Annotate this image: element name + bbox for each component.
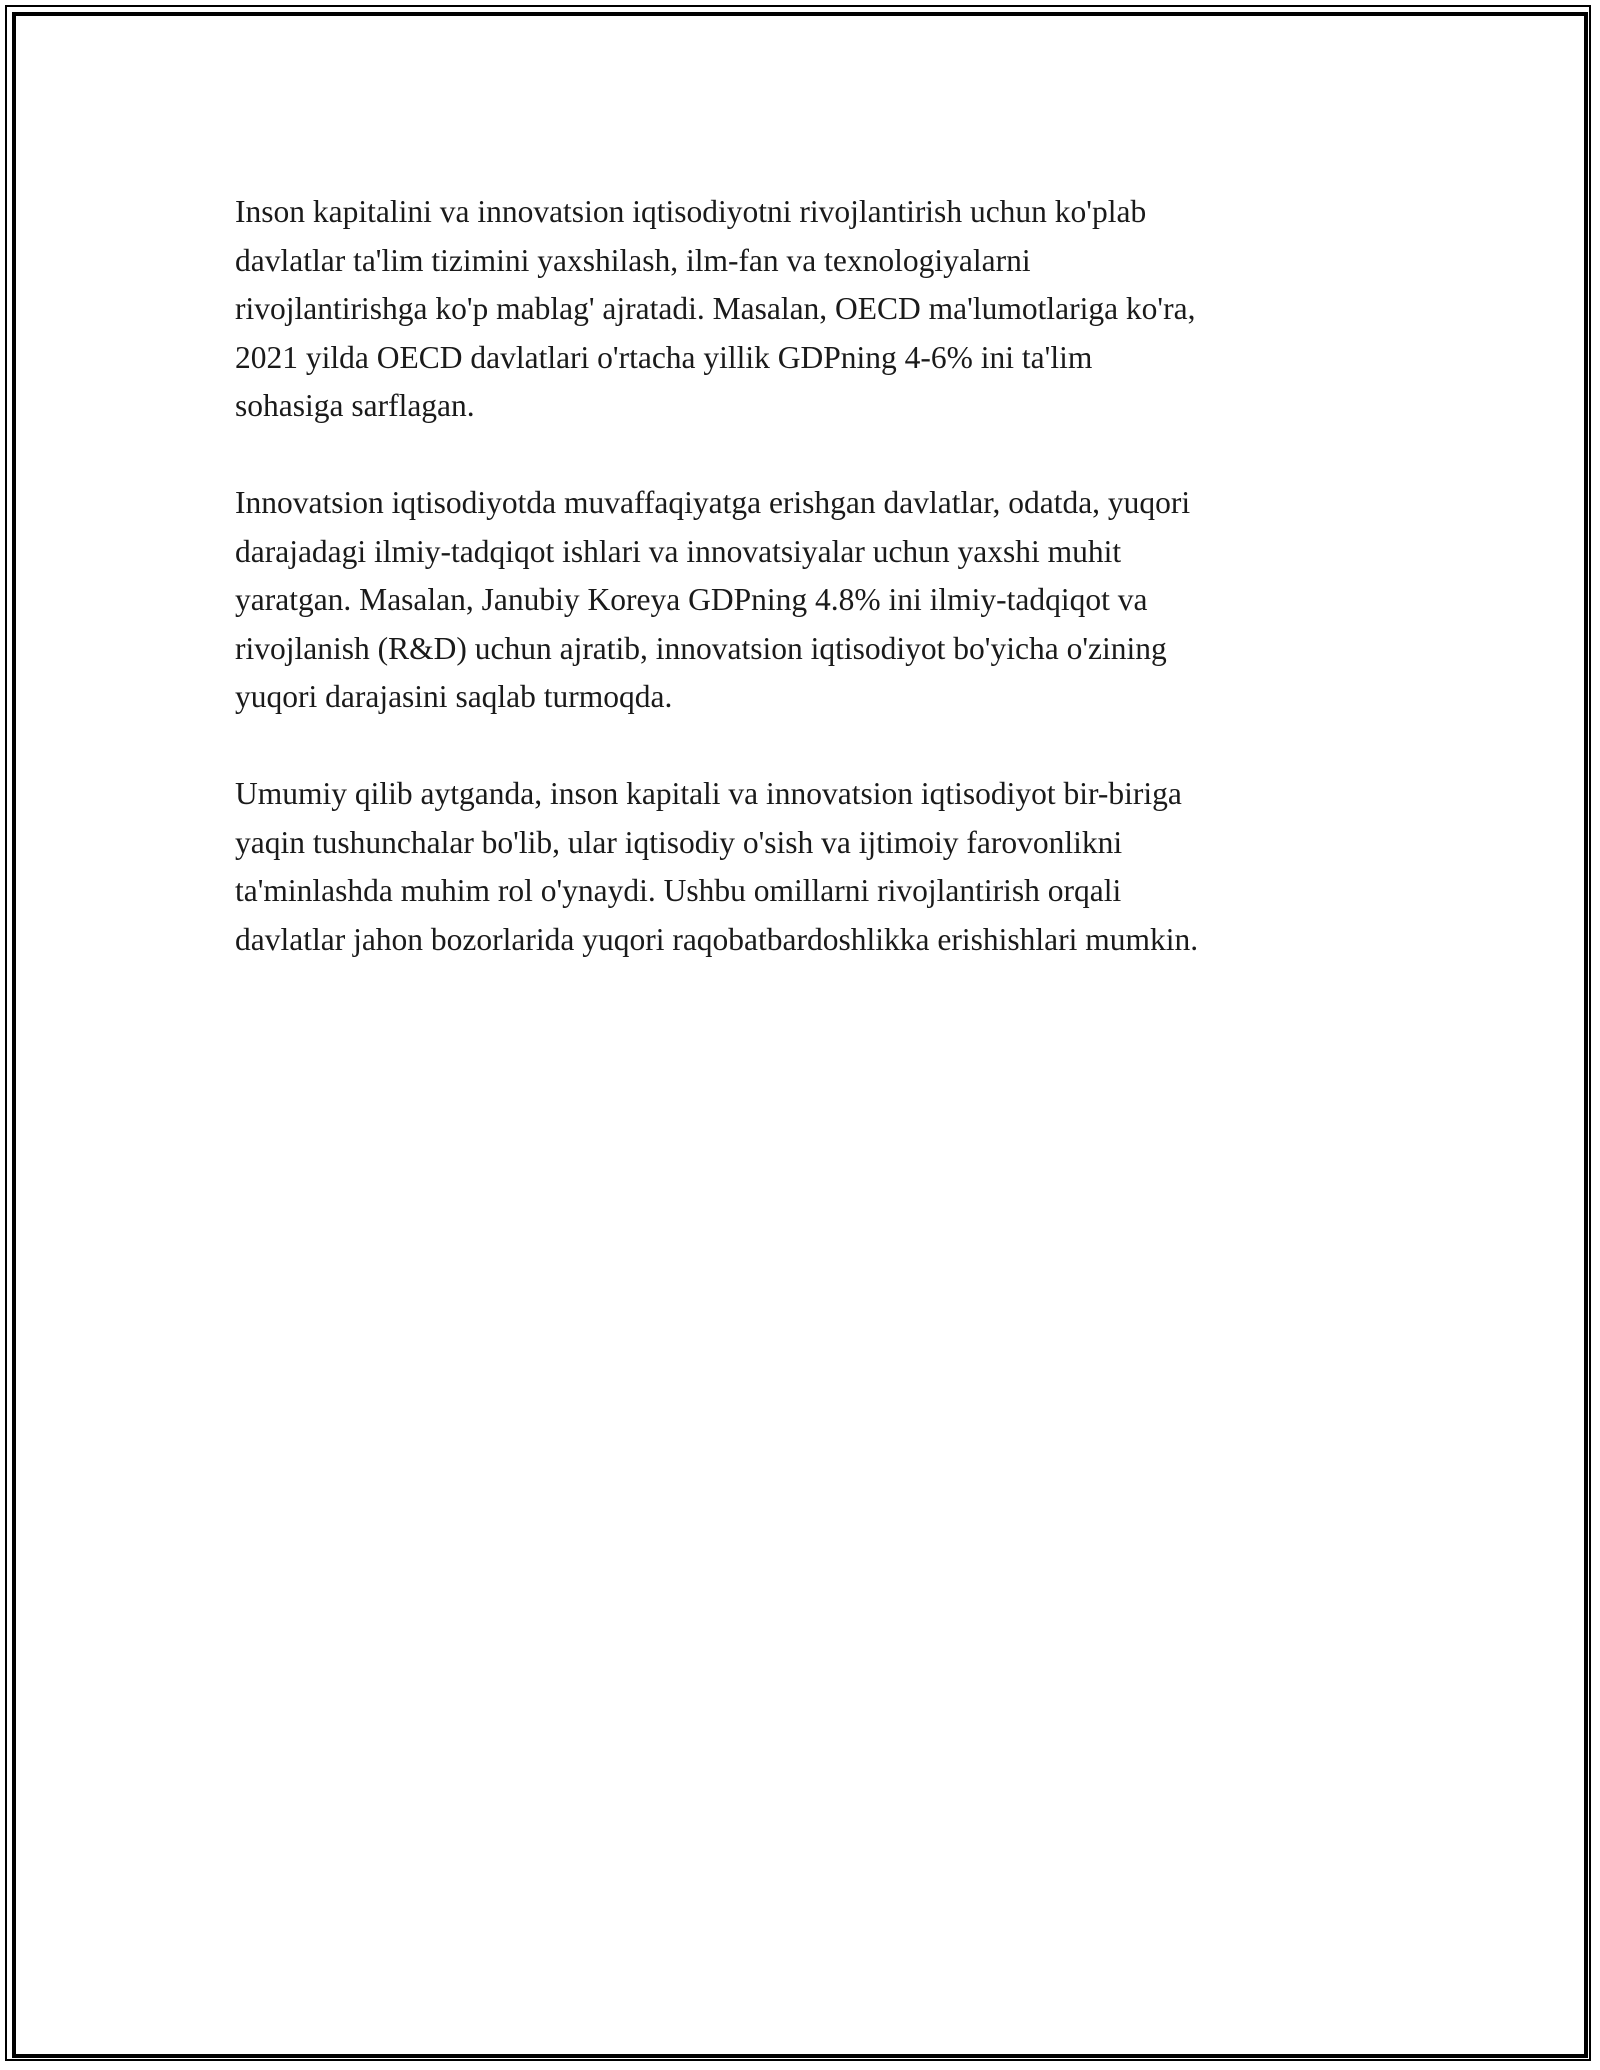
paragraph-2 bbox=[235, 479, 1365, 722]
paragraph-line: yaratgan. Masalan, Janubiy Koreya GDPning 4.8% ini ilmiy-tadqiqot va bbox=[235, 582, 1148, 617]
paragraph-line: darajadagi ilmiy-tadqiqot ishlari va innovatsiyalar uchun yaxshi muhit bbox=[235, 533, 1122, 569]
paragraph-line: Innovatsion iqtisodiyotda muvaffaqiyatga erishgan davlatlar, odatda, yuqori bbox=[235, 485, 1191, 520]
paragraph-line: yuqori darajasini saqlab turmoqda. bbox=[235, 679, 673, 714]
paragraph-line: rivojlanish (R&D) uchun ajratib, innovatsion iqtisodiyot bo'yicha o'zining bbox=[235, 630, 1167, 666]
paragraph-line: 2021 yilda OECD davlatlari o'rtacha yillik GDPning 4-6% ini ta'lim bbox=[235, 339, 1093, 375]
paragraph-line: yaqin tushunchalar bo'lib, ular iqtisodiy o'sish va ijtimoiy farovonlikni bbox=[235, 824, 1123, 860]
paragraph-3 bbox=[235, 770, 1365, 964]
paragraph-line: ta'minlashda muhim rol o'ynaydi. Ushbu omillarni rivojlantirish orqali bbox=[235, 873, 1122, 908]
document-body bbox=[235, 188, 1365, 1013]
paragraph-line: sohasiga sarflagan. bbox=[235, 388, 475, 423]
paragraph-line: rivojlantirishga ko'p mablag' ajratadi. Masalan, OECD ma'lumotlariga ko'ra, bbox=[235, 291, 1196, 326]
paragraph-line: davlatlar ta'lim tizimini yaxshilash, ilm-fan va texnologiyalarni bbox=[235, 242, 1031, 278]
paragraph-1 bbox=[235, 188, 1365, 431]
paragraph-line: Umumiy qilib aytganda, inson kapitali va innovatsion iqtisodiyot bir-biriga bbox=[235, 776, 1182, 811]
paragraph-line: Inson kapitalini va innovatsion iqtisodiyotni rivojlantirish uchun ko'plab bbox=[235, 194, 1147, 229]
paragraph-line: davlatlar jahon bozorlarida yuqori raqobatbardoshlikka erishishlari mumkin. bbox=[235, 921, 1199, 957]
